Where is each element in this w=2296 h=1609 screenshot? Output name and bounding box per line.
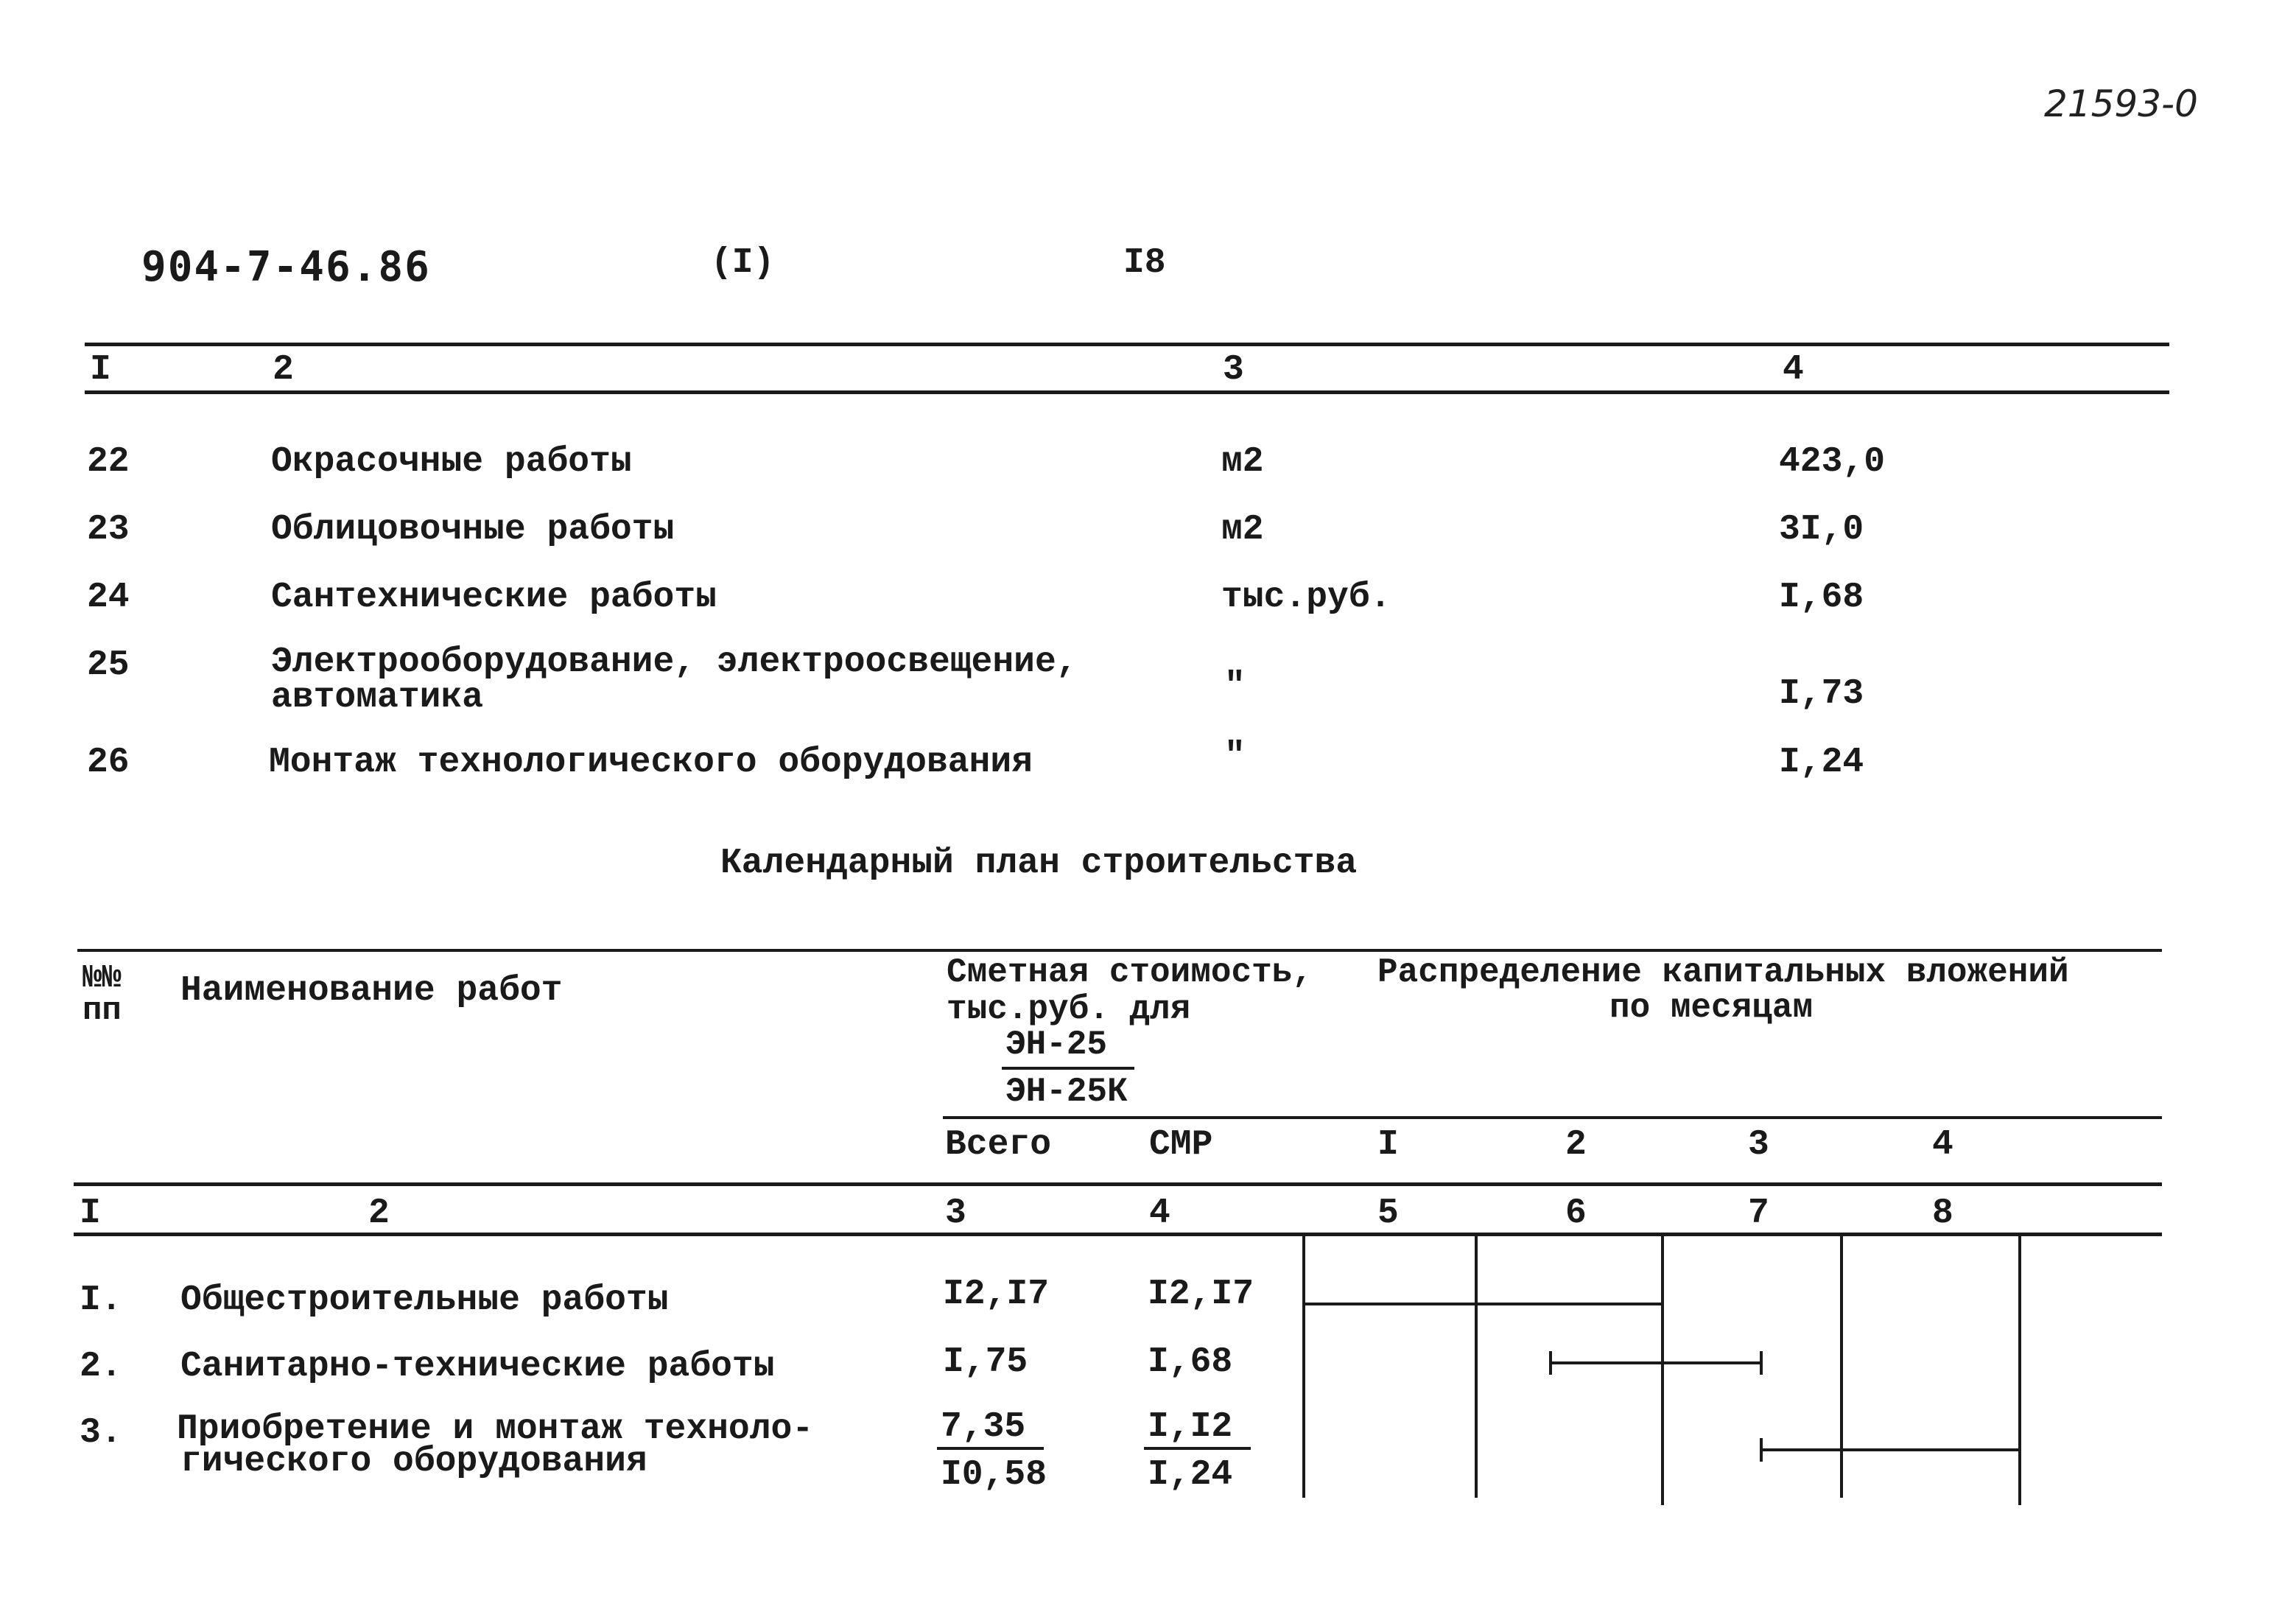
work-name: Сантехнические работы bbox=[271, 578, 717, 617]
number-header-line1: №№ bbox=[82, 960, 122, 997]
unit: " bbox=[1224, 667, 1246, 707]
unit: м2 bbox=[1221, 442, 1264, 482]
table2-col-number: 8 bbox=[1932, 1193, 1953, 1233]
quantity: 3I,0 bbox=[1779, 510, 1864, 550]
unit: тыс.руб. bbox=[1221, 578, 1391, 617]
month-2-header: 2 bbox=[1565, 1125, 1587, 1165]
schedule-bar-tick bbox=[1302, 1292, 1305, 1316]
cost-header-line1: Сметная стоимость, bbox=[947, 953, 1313, 992]
table1-col2-number: 2 bbox=[273, 350, 294, 390]
cost-total: I2,I7 bbox=[943, 1275, 1050, 1314]
table1-col4-number: 4 bbox=[1783, 350, 1804, 390]
cost-smr-num: I,I2 bbox=[1148, 1407, 1233, 1447]
table2-header-rule bbox=[74, 1182, 2162, 1186]
cost-header-fraction-line bbox=[1002, 1067, 1134, 1070]
table2-col-number: 3 bbox=[945, 1193, 966, 1233]
work-name-line2: гического оборудования bbox=[180, 1442, 647, 1482]
archive-number: 21593-0 bbox=[2044, 83, 2198, 125]
cost-total: I,75 bbox=[943, 1342, 1028, 1382]
page-number: I8 bbox=[1123, 243, 1166, 283]
table1-top-rule bbox=[85, 343, 2169, 346]
cost-smr-fraction-line bbox=[1144, 1447, 1251, 1450]
row-number: 3. bbox=[80, 1413, 122, 1453]
table2-subheader-rule bbox=[943, 1116, 2162, 1119]
cost-smr: I2,I7 bbox=[1148, 1275, 1254, 1314]
month-grid-line bbox=[2018, 1236, 2021, 1505]
row-number: 25 bbox=[87, 645, 130, 685]
cost-header-variant-den: ЭН-25К bbox=[1005, 1073, 1128, 1111]
table2-col-number: 7 bbox=[1748, 1193, 1769, 1233]
month-1-header: I bbox=[1377, 1125, 1399, 1165]
cost-total-num: 7,35 bbox=[941, 1407, 1026, 1447]
cost-header-variant-num: ЭН-25 bbox=[1005, 1026, 1108, 1064]
row-number: I. bbox=[80, 1280, 122, 1320]
schedule-bar-tick bbox=[1661, 1292, 1664, 1316]
table2-col-number: 5 bbox=[1377, 1193, 1399, 1233]
work-name-line1: Приобретение и монтаж техноло- bbox=[177, 1409, 814, 1449]
work-name-header: Наименование работ bbox=[180, 971, 563, 1011]
cost-header-line2: тыс.руб. для bbox=[947, 990, 1191, 1028]
cost-total-den: I0,58 bbox=[941, 1455, 1047, 1495]
work-name-line1: Электрооборудование, электроосвещение, bbox=[271, 642, 1078, 682]
table2-col-number: I bbox=[80, 1193, 101, 1233]
month-grid-line bbox=[1302, 1236, 1305, 1498]
schedule-bar bbox=[1761, 1448, 2020, 1451]
cost-smr-den: I,24 bbox=[1148, 1455, 1233, 1495]
month-grid-line bbox=[1661, 1236, 1664, 1505]
cost-total-fraction-line bbox=[937, 1447, 1044, 1450]
doc-code: 904-7-46.86 bbox=[141, 243, 431, 291]
row-number: 26 bbox=[87, 743, 130, 782]
row-number: 23 bbox=[87, 510, 130, 550]
work-name: Санитарно-технические работы bbox=[180, 1347, 775, 1387]
schedule-bar-tick bbox=[1760, 1438, 1763, 1462]
work-name-line2: автоматика bbox=[271, 678, 484, 718]
row-number: 22 bbox=[87, 442, 130, 482]
quantity: 423,0 bbox=[1779, 442, 1886, 482]
table1-header-rule bbox=[85, 390, 2169, 394]
row-number: 24 bbox=[87, 578, 130, 617]
month-grid-line bbox=[1475, 1236, 1478, 1498]
number-header-line2: пп bbox=[82, 992, 122, 1029]
total-header: Всего bbox=[945, 1125, 1052, 1165]
schedule-bar-tick bbox=[1760, 1351, 1763, 1375]
table2-col-number: 2 bbox=[368, 1193, 390, 1233]
distribution-header-line1: Распределение капитальных вложений bbox=[1377, 953, 2069, 992]
table1-col3-number: 3 bbox=[1223, 350, 1244, 390]
schedule-bar bbox=[1551, 1361, 1760, 1364]
month-3-header: 3 bbox=[1748, 1125, 1769, 1165]
month-grid-line bbox=[1840, 1236, 1843, 1498]
work-name: Окрасочные работы bbox=[271, 442, 632, 482]
work-name: Общестроительные работы bbox=[180, 1280, 669, 1320]
cost-smr: I,68 bbox=[1148, 1342, 1233, 1382]
table1-col1-number: I bbox=[90, 350, 111, 390]
smr-header: СМР bbox=[1149, 1125, 1213, 1165]
month-4-header: 4 bbox=[1932, 1125, 1953, 1165]
work-name: Монтаж технологического оборудования bbox=[269, 743, 1033, 782]
row-number: 2. bbox=[80, 1347, 122, 1387]
part-number: (I) bbox=[711, 243, 775, 283]
distribution-header-line2: по месяцам bbox=[1609, 989, 1814, 1027]
quantity: I,68 bbox=[1779, 578, 1864, 617]
schedule-bar-tick bbox=[1549, 1351, 1552, 1375]
unit: " bbox=[1224, 737, 1246, 777]
table2-col-number: 6 bbox=[1565, 1193, 1587, 1233]
schedule-bar-tick bbox=[2018, 1438, 2021, 1462]
quantity: I,24 bbox=[1779, 743, 1864, 782]
table2-col-number: 4 bbox=[1149, 1193, 1170, 1233]
work-name: Облицовочные работы bbox=[271, 510, 675, 550]
section-title: Календарный план строительства bbox=[720, 844, 1358, 883]
unit: м2 bbox=[1221, 510, 1264, 550]
table2-top-rule bbox=[77, 949, 2162, 952]
schedule-bar bbox=[1304, 1303, 1663, 1305]
quantity: I,73 bbox=[1779, 674, 1864, 714]
